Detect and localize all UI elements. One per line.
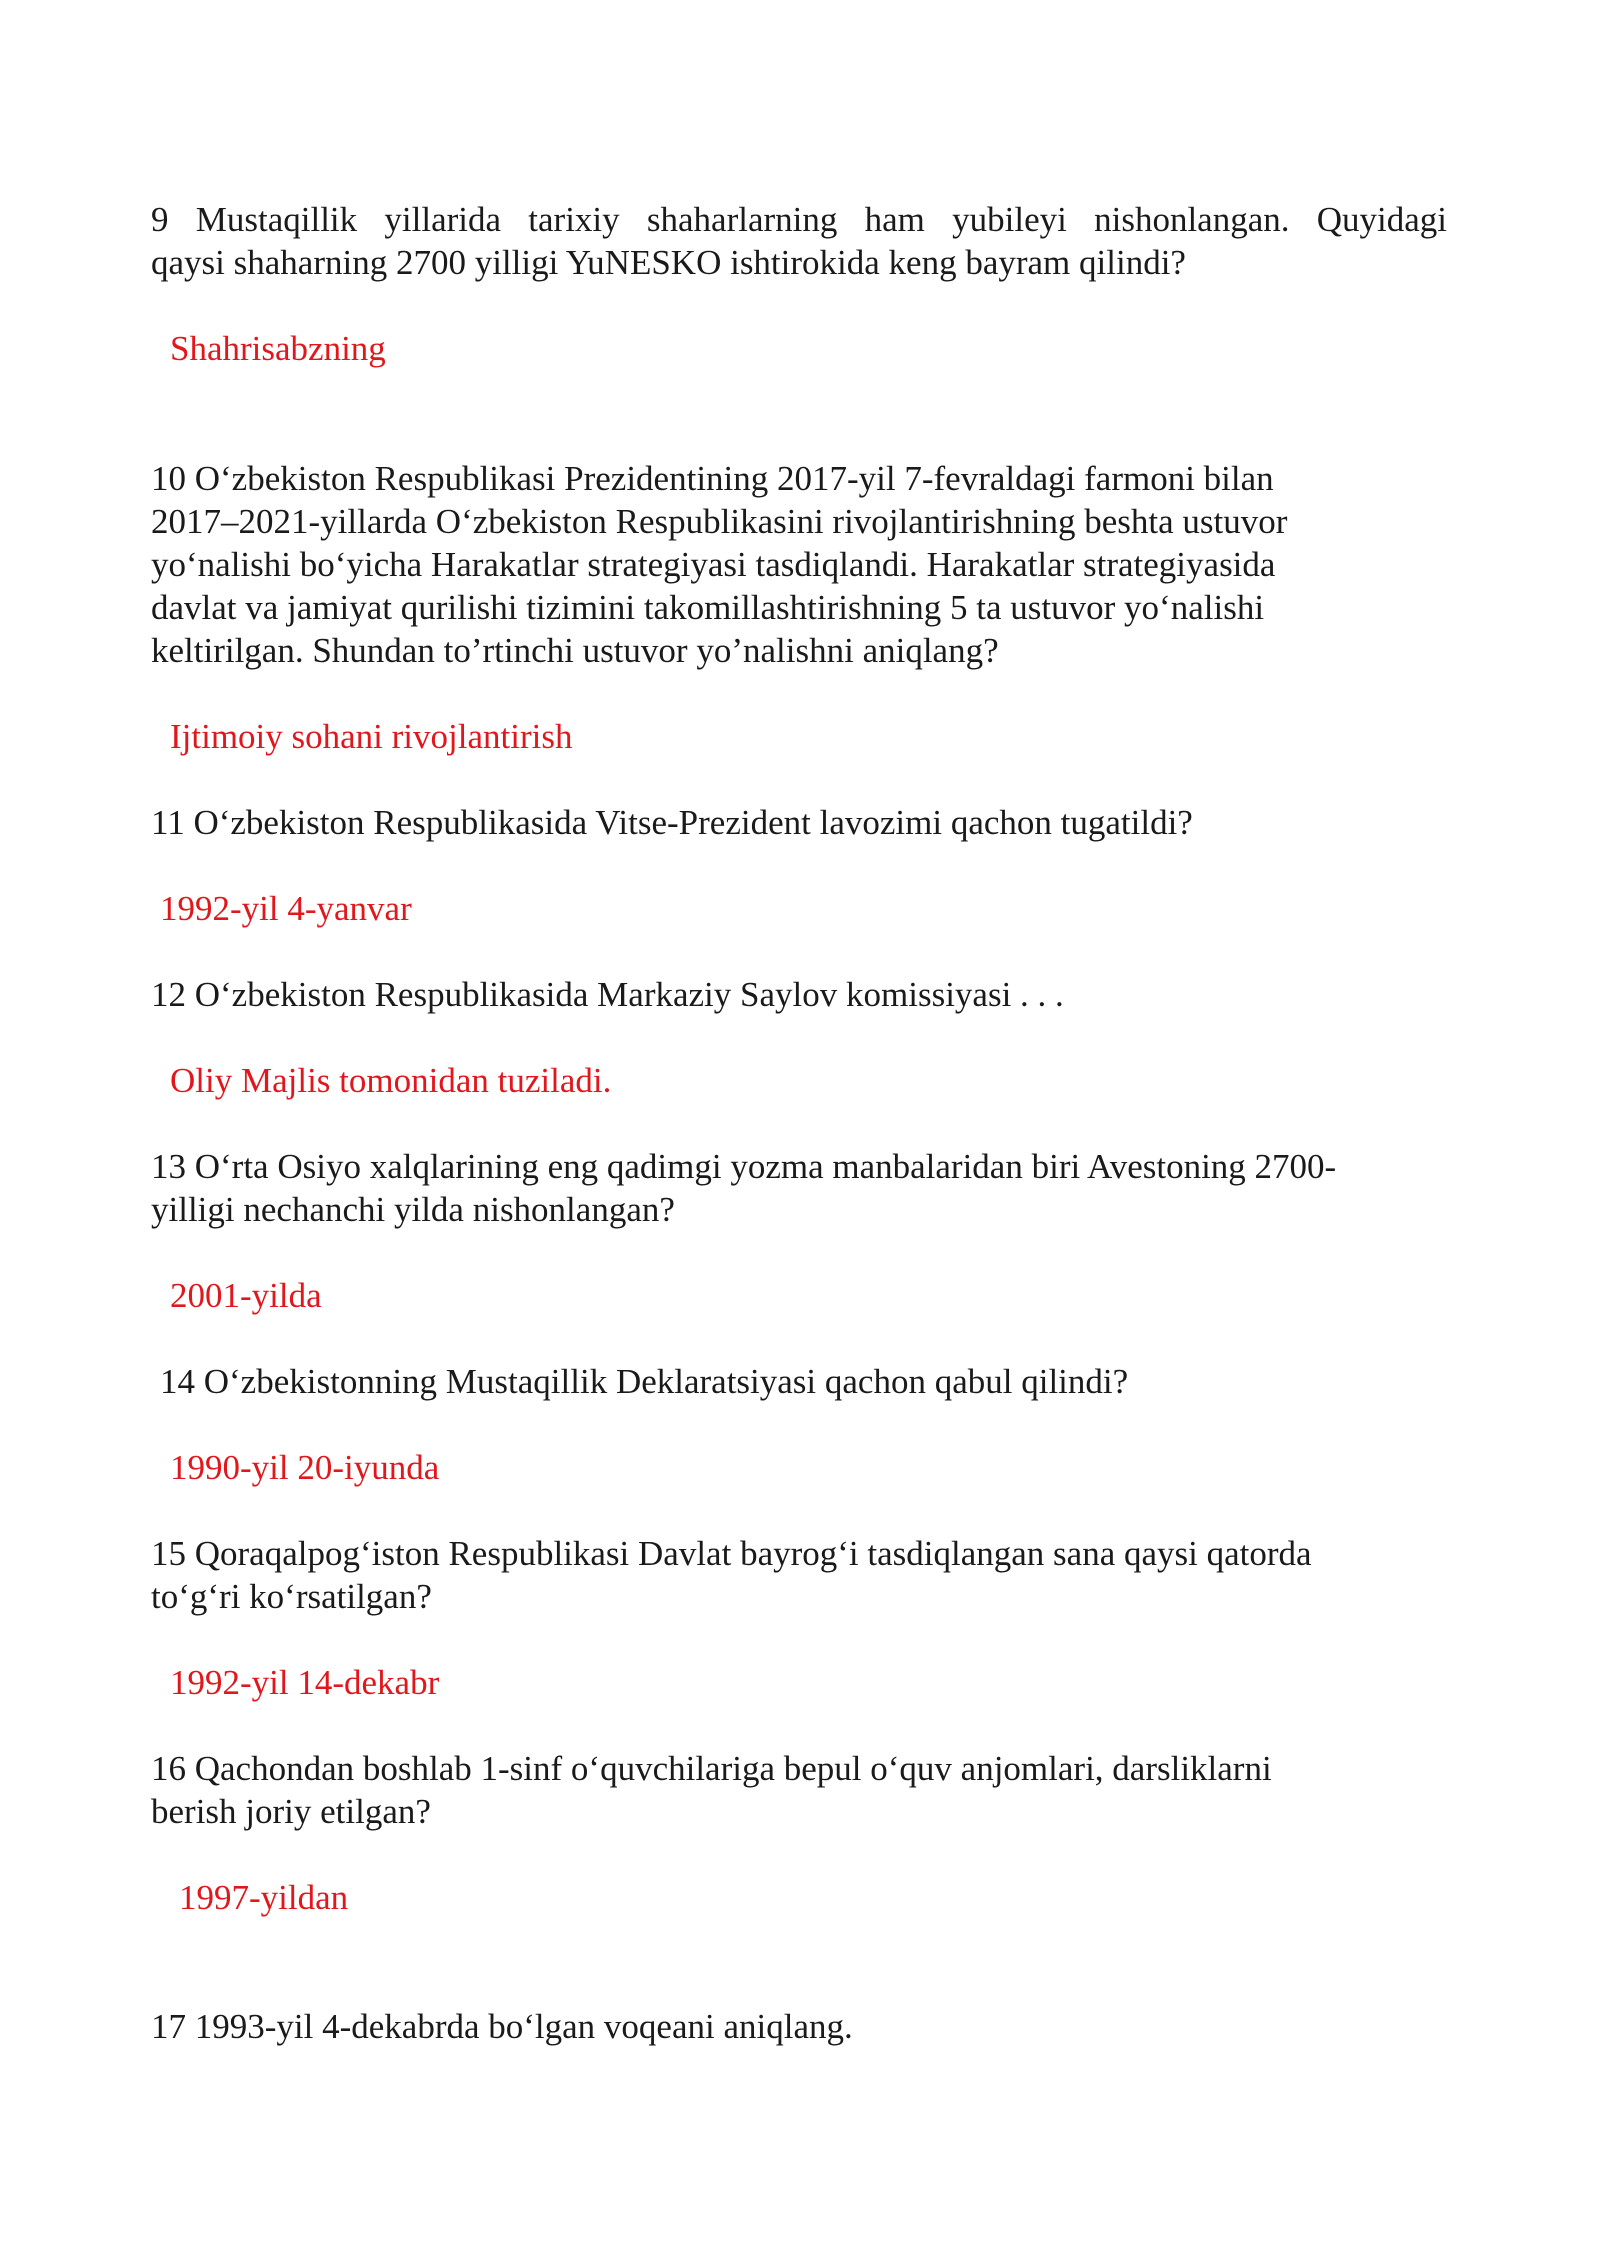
answer-15: 1992-yil 14-dekabr [170,1663,440,1702]
question-10-line-3: yo‘nalishi bo‘yicha Harakatlar strategiyasi tasdiqlandi. Harakatlar strategiyasida [151,545,1276,584]
question-9-line-1: 9 Mustaqillik yillarida tarixiy shaharlarning ham yubileyi nishonlangan. Quyidagi [151,200,1447,239]
question-11-line-1: 11 O‘zbekiston Respublikasida Vitse-Prezident lavozimi qachon tugatildi? [151,803,1193,842]
answer-10: Ijtimoiy sohani rivojlantirish [170,717,573,756]
question-17-line-1: 17 1993-yil 4-dekabrda bo‘lgan voqeani aniqlang. [151,2007,853,2046]
question-9-line-2: qaysi shaharning 2700 yilligi YuNESKO ishtirokida keng bayram qilindi? [151,243,1186,282]
question-13-line-2: yilligi nechanchi yilda nishonlangan? [151,1190,675,1229]
question-10-line-5: keltirilgan. Shundan to’rtinchi ustuvor yo’nalishni aniqlang? [151,631,999,670]
question-16-line-2: berish joriy etilgan? [151,1792,431,1831]
question-14-line-1: 14 O‘zbekistonning Mustaqillik Deklaratsiyasi qachon qabul qilindi? [160,1362,1129,1401]
answer-11: 1992-yil 4-yanvar [160,889,412,928]
question-15-line-1: 15 Qoraqalpog‘iston Respublikasi Davlat bayrog‘i tasdiqlangan sana qaysi qatorda [151,1534,1312,1573]
question-15-line-2: to‘g‘ri ko‘rsatilgan? [151,1577,432,1616]
answer-16: 1997-yildan [179,1878,349,1917]
question-13-line-1: 13 O‘rta Osiyo xalqlarining eng qadimgi yozma manbalaridan biri Avestoning 2700- [151,1147,1337,1186]
answer-12: Oliy Majlis tomonidan tuziladi. [170,1061,612,1100]
question-10-line-1: 10 O‘zbekiston Respublikasi Prezidentining 2017-yil 7-fevraldagi farmoni bilan [151,459,1274,498]
question-16-line-1: 16 Qachondan boshlab 1-sinf o‘quvchilariga bepul o‘quv anjomlari, darsliklarni [151,1749,1272,1788]
answer-13: 2001-yilda [170,1276,322,1315]
question-10-line-2: 2017–2021-yillarda O‘zbekiston Respublikasini rivojlantirishning beshta ustuvor [151,502,1288,541]
question-10-line-4: davlat va jamiyat qurilishi tizimini takomillashtirishning 5 ta ustuvor yo‘nalishi [151,588,1265,627]
question-12-line-1: 12 O‘zbekiston Respublikasida Markaziy Saylov komissiyasi . . . [151,975,1064,1014]
answer-14: 1990-yil 20-iyunda [170,1448,440,1487]
answer-9: Shahrisabzning [170,329,386,368]
